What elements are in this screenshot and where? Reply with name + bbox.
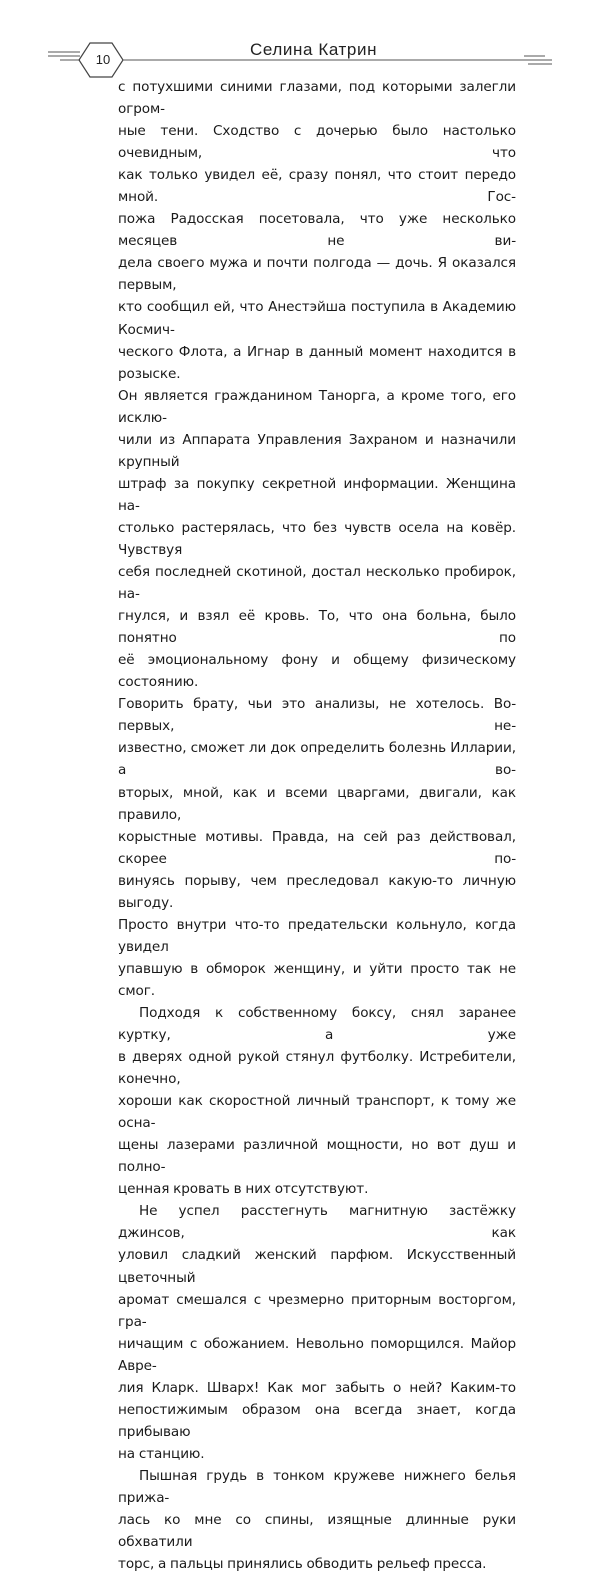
text-line: чили из Аппарата Управления Захраном и назначили крупный	[118, 431, 516, 470]
text-line: на станцию.	[118, 1445, 205, 1462]
text-line: с потухшими синими глазами, под которыми залегли огром-	[118, 79, 516, 118]
text-line: ничащим с обожанием. Невольно поморщился. Майор Авре-	[118, 1335, 516, 1374]
running-title: Селина Катрин	[250, 40, 378, 59]
text-line: гнулся, и взял её кровь. То, что она больна, было понятно по	[118, 608, 516, 647]
text-line: столько растерялась, что без чувств осела на ковёр. Чувствуя	[118, 519, 516, 558]
text-line: вторых, мной, как и всеми цваргами, двигали, как правило,	[118, 784, 516, 823]
text-line: как только увидел её, сразу понял, что стоит передо мной. Гос-	[118, 167, 516, 206]
text-line: корыстные мотивы. Правда, на сей раз действовал, скорее по-	[118, 828, 516, 867]
text-line: себя последней скотиной, достал несколько пробирок, на-	[118, 564, 516, 603]
text-line: ценная кровать в них отсутствуют.	[118, 1181, 369, 1198]
text-line: Пышная грудь в тонком кружеве нижнего белья прижа-	[118, 1467, 516, 1506]
text-line: щены лазерами различной мощности, но вот душ и полно-	[118, 1137, 516, 1176]
text-line: пожа Радосская посетовала, что уже несколько месяцев не ви-	[118, 211, 516, 250]
text-line: торс, а пальцы принялись обводить рельеф пресса.	[118, 1556, 487, 1573]
text-line: хороши как скоростной личный транспорт, к тому же осна-	[118, 1093, 516, 1132]
text-line: штраф за покупку секретной информации. Женщина на-	[118, 475, 516, 514]
body-text	[118, 76, 516, 1575]
text-line: в дверях одной рукой стянул футболку. Истребители, конечно,	[118, 1049, 516, 1088]
text-line: Просто внутри что-то предательски кольнуло, когда увидел	[118, 916, 516, 955]
text-line: лия Кларк. Шварх! Как мог забыть о ней? Каким-то	[118, 1379, 516, 1396]
paragraph-3	[118, 1200, 516, 1465]
text-line: дела своего мужа и почти полгода — дочь. Я оказался первым,	[118, 255, 516, 294]
text-line: уловил сладкий женский парфюм. Искусственный цветочный	[118, 1247, 516, 1286]
text-line: Говорить брату, чьи это анализы, не хотелось. Во-первых, не-	[118, 696, 516, 735]
text-line: лась ко мне со спины, изящные длинные руки обхватили	[118, 1512, 516, 1551]
page-header	[0, 0, 600, 80]
text-line: аромат смешался с чрезмерно приторным восторгом, гра-	[118, 1291, 516, 1330]
text-line: ческого Флота, а Игнар в данный момент находится в розыске.	[118, 343, 516, 382]
text-line: известно, сможет ли док определить болезнь Илларии, а во-	[118, 740, 516, 779]
text-line: Не успел расстегнуть магнитную застёжку джинсов, как	[118, 1203, 516, 1242]
text-line: её эмоциональному фону и общему физическому состоянию.	[118, 652, 516, 691]
page-number: 10	[95, 52, 111, 67]
text-line: упавшую в обморок женщину, и уйти просто так не смог.	[118, 960, 516, 999]
text-line: кто сообщил ей, что Анестэйша поступила в Академию Космич-	[118, 299, 516, 338]
text-line: Он является гражданином Танорга, а кроме того, его исклю-	[118, 387, 516, 426]
paragraph-1	[118, 76, 516, 1002]
text-line: непостижимым образом она всегда знает, когда прибываю	[118, 1401, 516, 1440]
paragraph-2	[118, 1002, 516, 1200]
text-line: винуясь порыву, чем преследовал какую-то личную выгоду.	[118, 872, 516, 911]
paragraph-4	[118, 1465, 516, 1575]
text-line: ные тени. Сходство с дочерью было настолько очевидным, что	[118, 123, 516, 162]
text-line: Подходя к собственному боксу, снял заранее куртку, а уже	[118, 1004, 516, 1044]
